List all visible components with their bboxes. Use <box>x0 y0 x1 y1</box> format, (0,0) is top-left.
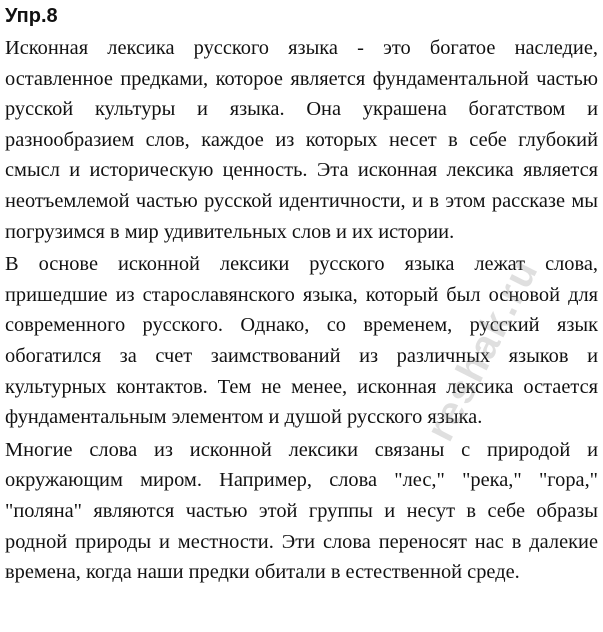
site-watermark: reshak.ru <box>418 251 548 448</box>
exercise-title: Упр.8 <box>5 5 58 27</box>
paragraph-3: Многие слова из исконной лексики связаны с природой и окружающим миром. Например, слова "лес," "река," "гора," "поляна" являются частью этой группы и несут в себе образы родной природы и местности. Эти слова переносят нас в далекие времена, когда наши предки обитали в естественной среде. <box>5 438 598 584</box>
paragraph-1: Исконная лексика русского языка - это богатое наследие, оставленное предками, которое является фундаментальной частью русской культуры и языка. Она украшена богатством и разнообразием слов, каждое из которых несет в себе глубокий смысл и историческую ценность. Эта исконная лексика является неотъемлемой частью русской идентичности, и в этом рассказе мы погрузимся в мир удивительных слов и их истории. <box>5 37 598 243</box>
paragraph-2: В основе исконной лексики русского языка лежат слова, пришедшие из старославянского языка, который был основой для современного русского. Однако, со временем, русский язык обогатился за счет заимствований из различных языков и культурных контактов. Тем не менее, исконная лексика остается фундаментальным элементом и душой русского языка. <box>5 253 598 429</box>
